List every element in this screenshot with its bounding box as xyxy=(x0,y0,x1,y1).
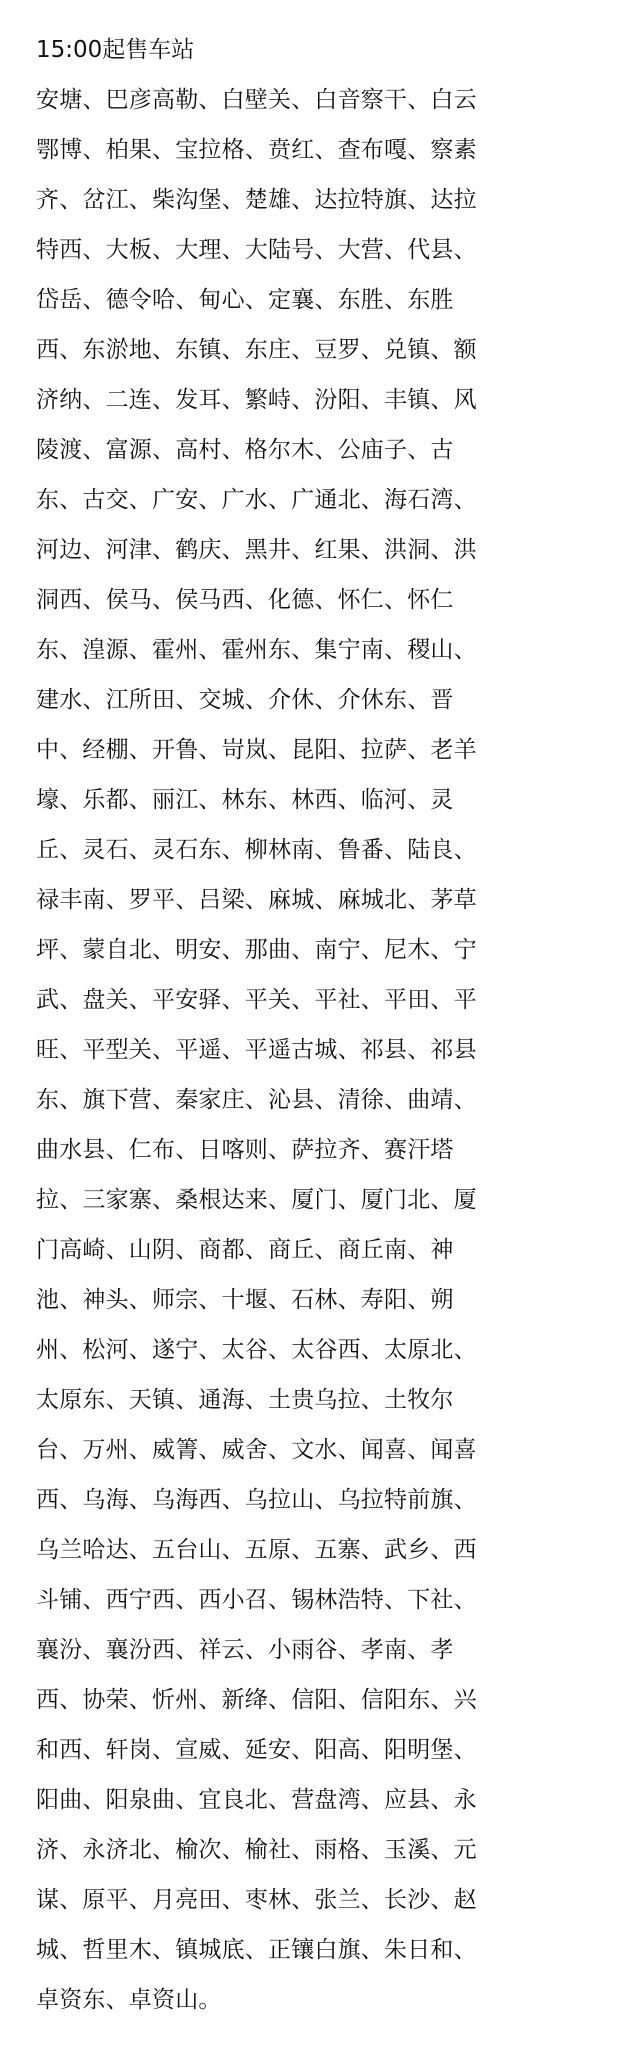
station-list-line: 禄丰南、罗平、吕梁、麻城、麻城北、茅草 xyxy=(36,887,477,913)
station-list-line: 城、哲里木、镇城底、正镶白旗、朱日和、 xyxy=(36,1937,477,1963)
station-list-line: 拉、三家寨、桑根达来、厦门、厦门北、厦 xyxy=(36,1187,477,1213)
station-list-line: 河边、河津、鹤庆、黑井、红果、洪洞、洪 xyxy=(36,537,477,563)
station-list-line: 州、松河、遂宁、太谷、太谷西、太原北、 xyxy=(36,1337,477,1363)
station-list-line: 西、乌海、乌海西、乌拉山、乌拉特前旗、 xyxy=(36,1487,477,1513)
station-list-line: 济、永济北、榆次、榆社、雨格、玉溪、元 xyxy=(36,1837,477,1863)
station-list-line: 西、东淤地、东镇、东庄、豆罗、兑镇、额 xyxy=(36,337,477,363)
station-list-line: 特西、大板、大理、大陆号、大营、代县、 xyxy=(36,237,477,263)
station-list-line: 岱岳、德令哈、甸心、定襄、东胜、东胜 xyxy=(36,287,454,313)
station-list-line: 襄汾、襄汾西、祥云、小雨谷、孝南、孝 xyxy=(36,1637,454,1663)
station-list-line: 太原东、天镇、通海、土贵乌拉、土牧尔 xyxy=(36,1387,454,1413)
station-list-line: 曲水县、仁布、日喀则、萨拉齐、赛汗塔 xyxy=(36,1137,454,1163)
station-list-body xyxy=(36,75,616,2025)
document-title: 15:00起售车站 xyxy=(36,37,195,63)
station-list-line: 建水、江所田、交城、介休、介休东、晋 xyxy=(36,687,454,713)
station-list-line: 坪、蒙自北、明安、那曲、南宁、尼木、宁 xyxy=(36,937,477,963)
station-list-document xyxy=(36,25,616,2025)
station-list-line: 池、神头、师宗、十堰、石林、寿阳、朔 xyxy=(36,1287,454,1313)
station-list-line: 洞西、侯马、侯马西、化德、怀仁、怀仁 xyxy=(36,587,454,613)
station-list-line: 中、经棚、开鲁、岢岚、昆阳、拉萨、老羊 xyxy=(36,737,477,763)
station-list-line: 安塘、巴彦高勒、白壁关、白音察干、白云 xyxy=(36,87,477,113)
station-list-line: 卓资东、卓资山。 xyxy=(36,1987,222,2013)
station-list-line: 武、盘关、平安驿、平关、平社、平田、平 xyxy=(36,987,477,1013)
station-list-line: 丘、灵石、灵石东、柳林南、鲁番、陆良、 xyxy=(36,837,477,863)
station-list-line: 济纳、二连、发耳、繁峙、汾阳、丰镇、风 xyxy=(36,387,477,413)
station-list-line: 东、古交、广安、广水、广通北、海石湾、 xyxy=(36,487,477,513)
station-list-line: 门高崎、山阴、商都、商丘、商丘南、神 xyxy=(36,1237,454,1263)
station-list-line: 壕、乐都、丽江、林东、林西、临河、灵 xyxy=(36,787,454,813)
station-list-line: 斗铺、西宁西、西小召、锡林浩特、下社、 xyxy=(36,1587,477,1613)
station-list-line: 乌兰哈达、五台山、五原、五寨、武乡、西 xyxy=(36,1537,477,1563)
station-list-line: 齐、岔江、柴沟堡、楚雄、达拉特旗、达拉 xyxy=(36,187,477,213)
station-list-line: 东、旗下营、秦家庄、沁县、清徐、曲靖、 xyxy=(36,1087,477,1113)
station-list-line: 阳曲、阳泉曲、宜良北、营盘湾、应县、永 xyxy=(36,1787,477,1813)
station-list-line: 和西、轩岗、宣威、延安、阳高、阳明堡、 xyxy=(36,1737,477,1763)
station-list-line: 台、万州、威箐、威舍、文水、闻喜、闻喜 xyxy=(36,1437,477,1463)
station-list-line: 陵渡、富源、高村、格尔木、公庙子、古 xyxy=(36,437,454,463)
station-list-line: 东、湟源、霍州、霍州东、集宁南、稷山、 xyxy=(36,637,477,663)
station-list-line: 西、协荣、忻州、新绛、信阳、信阳东、兴 xyxy=(36,1687,477,1713)
station-list-line: 旺、平型关、平遥、平遥古城、祁县、祁县 xyxy=(36,1037,477,1063)
station-list-line: 鄂博、柏果、宝拉格、贲红、查布嘎、察素 xyxy=(36,137,477,163)
station-list-line: 谋、原平、月亮田、枣林、张兰、长沙、赵 xyxy=(36,1887,477,1913)
